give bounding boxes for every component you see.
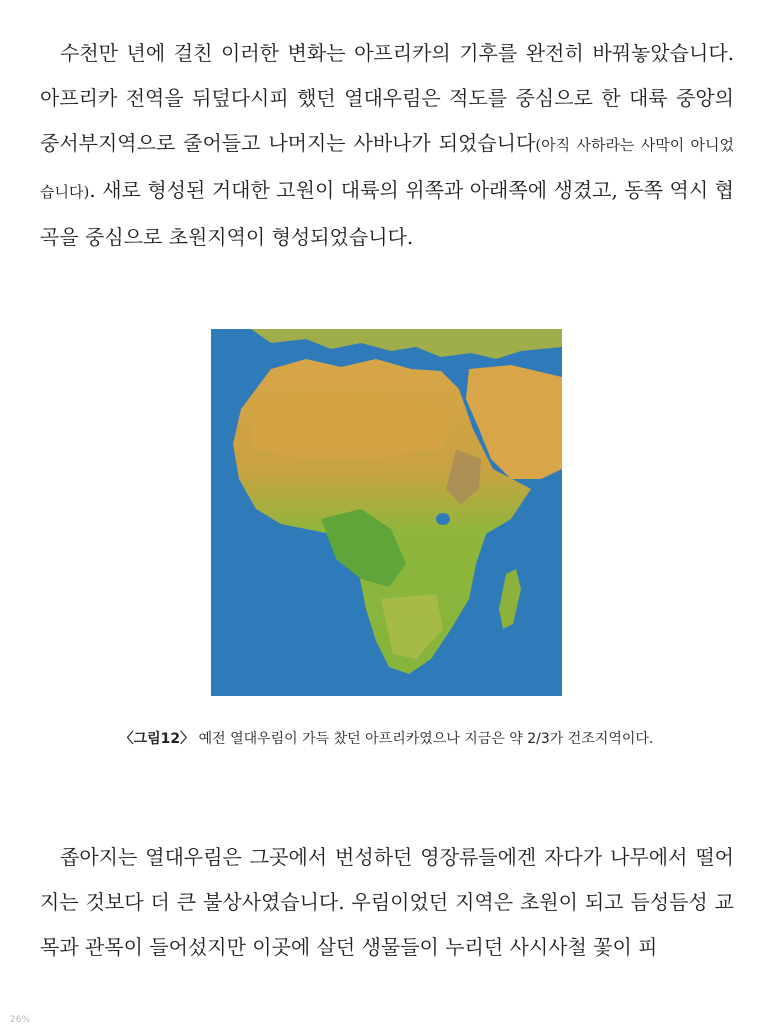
caption-text: 예전 열대우림이 가득 찼던 아프리카였으나 지금은 약 2/3가 건조지역이다. bbox=[194, 731, 654, 747]
paragraph-1 bbox=[40, 31, 734, 260]
paragraph-2-text: 좁아지는 열대우림은 그곳에서 번성하던 영장류들에겐 자다가 나무에서 떨어지는 것보다 더 큰 불상사였습니다. 우림이었던 지역은 초원이 되고 듬성듬성 교목과 관목이 들어섰지만 이곳에 살던 생물들이 누리던 사시사철 꽃이 피 bbox=[40, 845, 734, 959]
reading-progress: 26% bbox=[10, 1015, 31, 1025]
figure-caption bbox=[0, 728, 773, 748]
lake-victoria bbox=[436, 513, 450, 525]
paragraph-1-aside: (아직 사하라는 사막이 아니었습니다) bbox=[40, 136, 734, 201]
africa-relief-map bbox=[211, 329, 562, 696]
paragraph-1-main: 수천만 년에 걸친 이러한 변화는 아프리카의 기후를 완전히 바꿔놓았습니다. 아프리카 전역을 뒤덮다시피 했던 열대우림은 적도를 중심으로 한 대륙 중앙의 중서부지역으로 줄어들고 나머지는 사바나가 되었습니다 bbox=[40, 41, 734, 155]
paragraph-2 bbox=[40, 835, 734, 970]
paragraph-1-end: . 새로 형성된 거대한 고원이 대륙의 위쪽과 아래쪽에 생겼고, 동쪽 역시 협곡을 중심으로 초원지역이 형성되었습니다. bbox=[40, 178, 734, 249]
caption-label: 〈그림12〉 bbox=[119, 731, 195, 747]
